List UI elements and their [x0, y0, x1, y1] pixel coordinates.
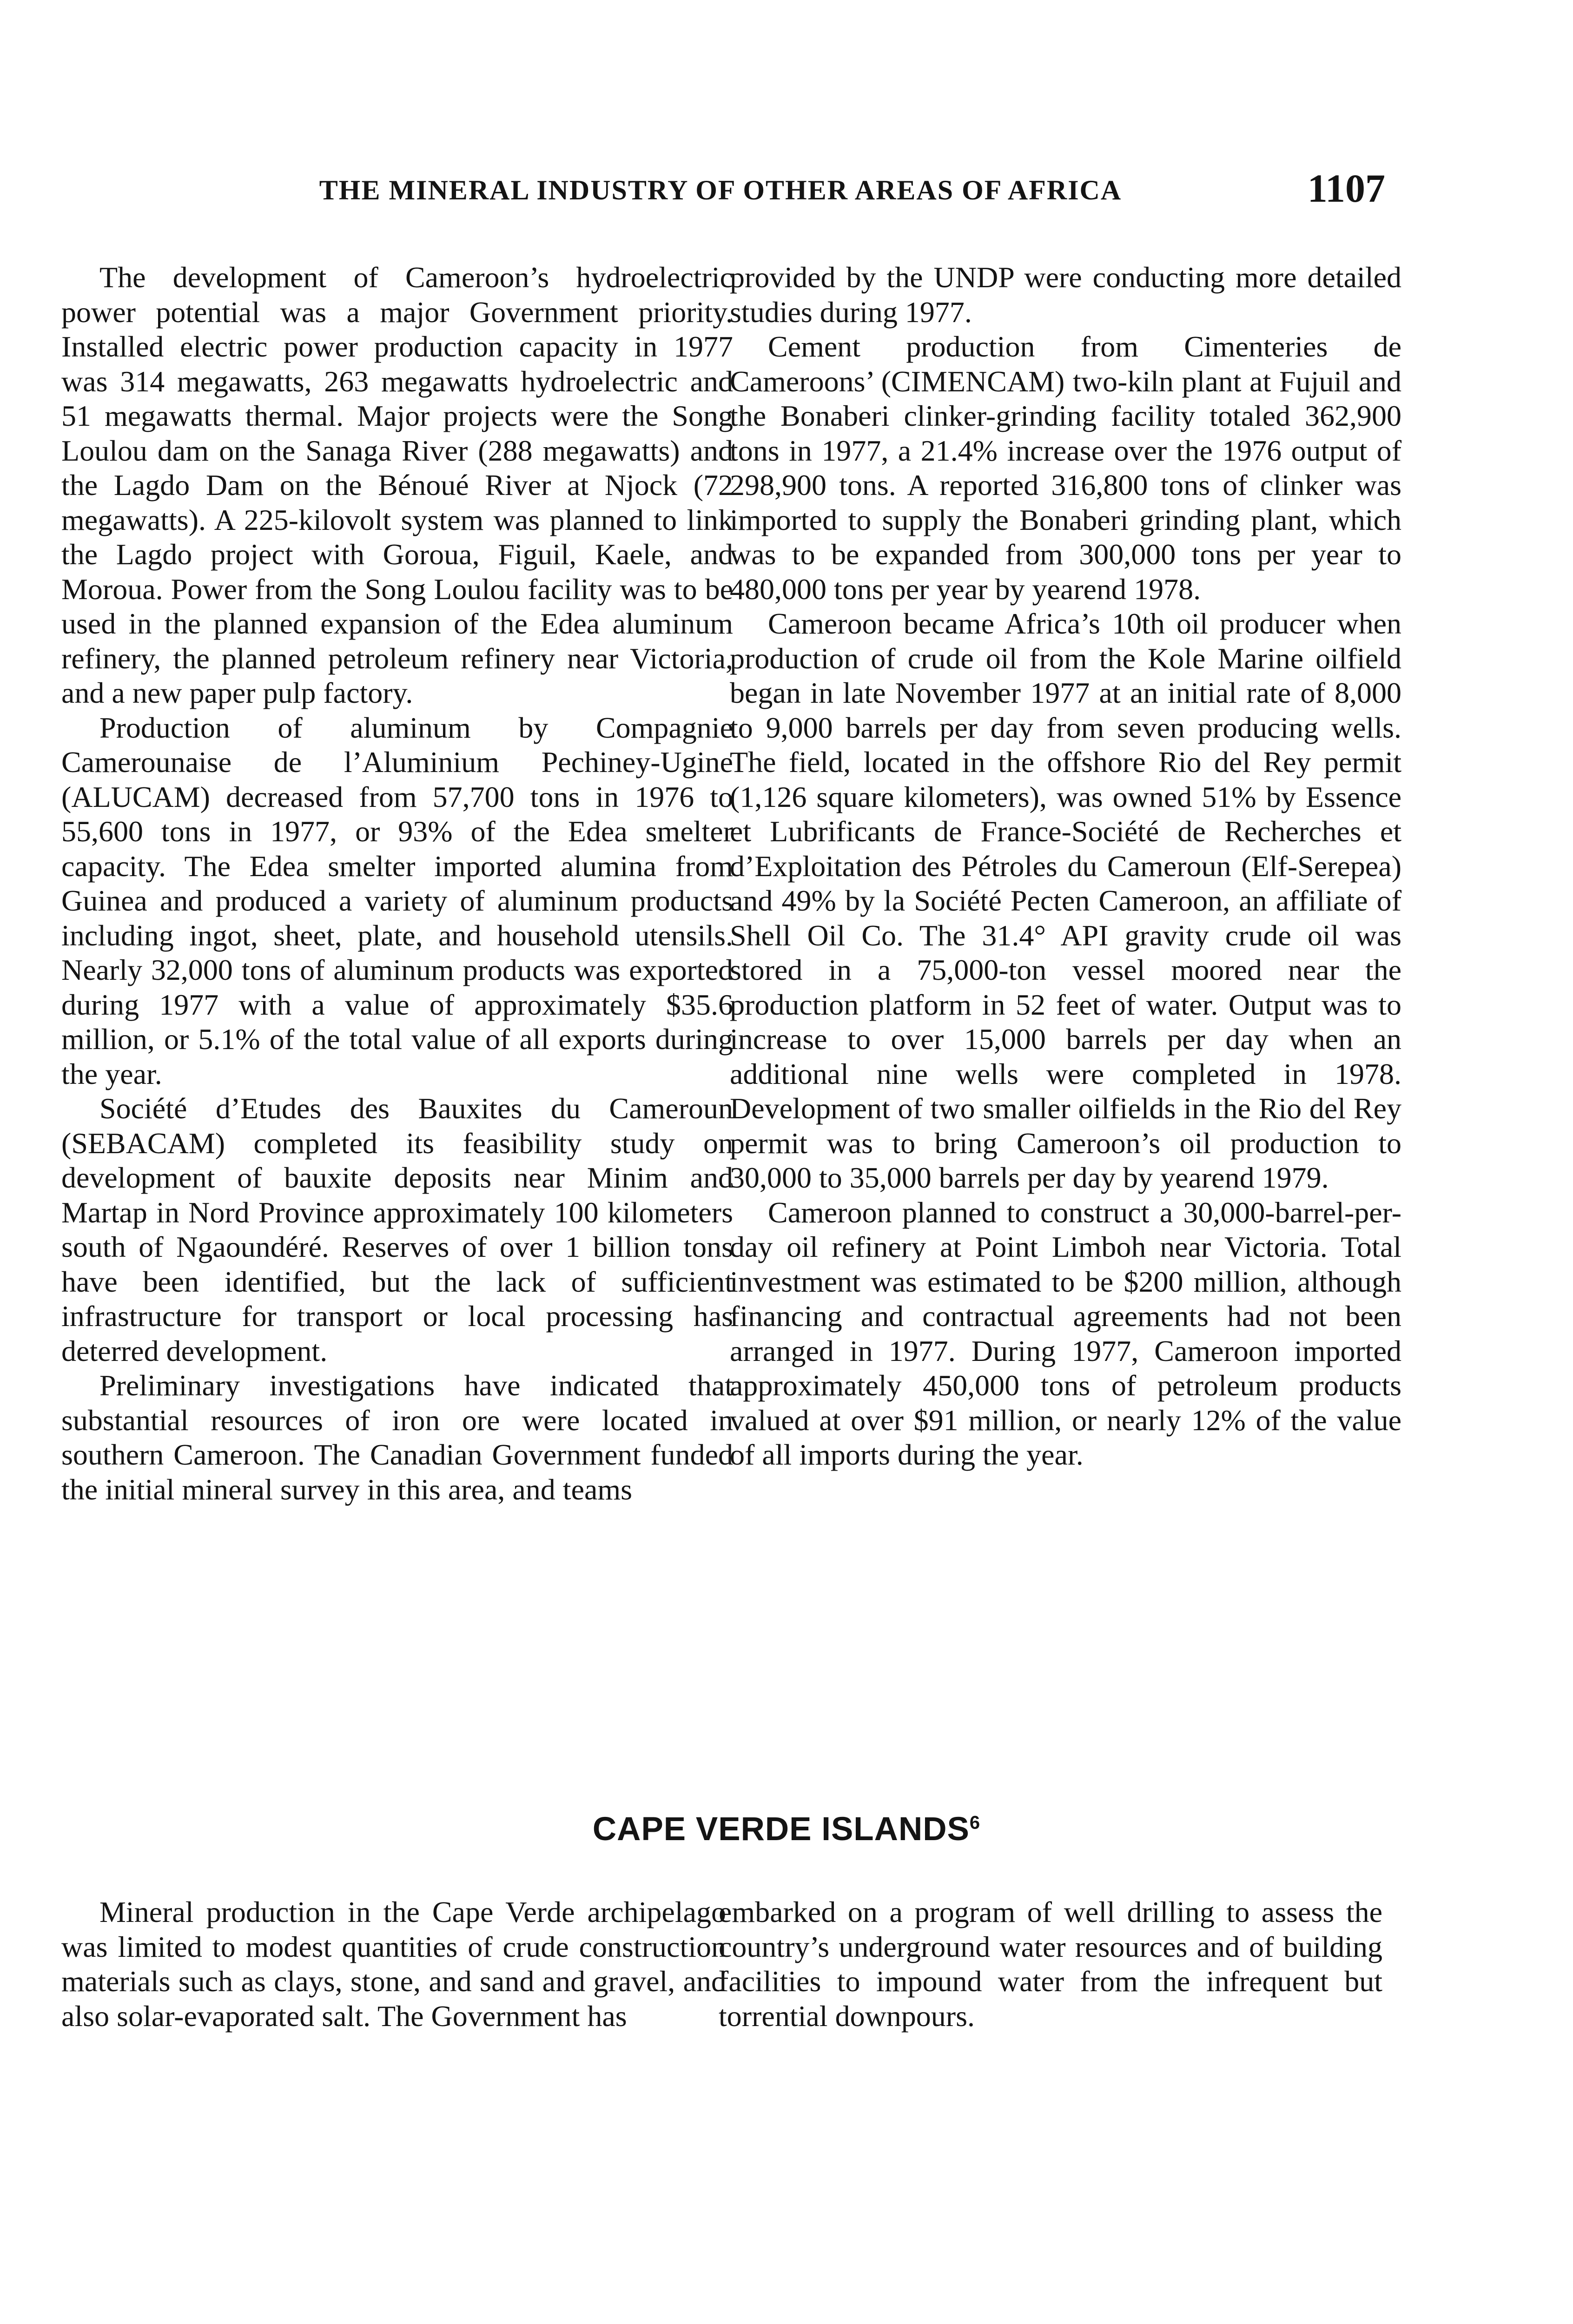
paragraph-aluminum: Production of aluminum by Compagnie Camerounaise de l’Aluminium Pechiney-Ugine (ALUCAM) decreased from 57,700 tons in 1976 to 55,600 tons in 1977, or 93% of the Edea smelter capacity. The Edea smelter imported alumina from Guinea and produced a variety of aluminum products including ingot, sheet, plate, and household utensils. Nearly 32,000 tons of aluminum products was exported during 1977 with a value of approximately $35.6 million, or 5.1% of the total value of all exports during the year. [61, 711, 733, 1090]
paragraph-iron-ore: Preliminary investigations have indicated that substantial resources of iron ore were located in southern Cameroon. The Canadian Government funded the initial mineral survey in this area, and teams [61, 1369, 733, 1506]
paragraph-refinery: Cameroon planned to construct a 30,000-barrel-per-day oil refinery at Point Limboh near Victoria. Total investment was estimated to be $200 million, although financing and contractual agreements had not been arranged in 1977. During 1977, Cameroon imported approximately 450,000 tons of petroleum products valued at over $91 million, or nearly 12% of the value of all imports during the year. [730, 1195, 1401, 1471]
paragraph-cape-verde-minerals: Mineral production in the Cape Verde archipelago was limited to modest quantities of crude construction materials such as clays, stone, and sand and gravel, and also solar-evaporated salt. The Government has [61, 1895, 726, 2033]
cape-verde-left-column [61, 1895, 726, 2034]
running-title: THE MINERAL INDUSTRY OF OTHER AREAS OF AFRICA [319, 175, 1122, 205]
page-number: 1107 [1307, 166, 1385, 211]
footnote-reference: 6 [969, 1812, 981, 1833]
cameroon-left-column [61, 260, 733, 1507]
paragraph-undp-continued: provided by the UNDP were conducting more detailed studies during 1977. [730, 261, 1401, 329]
paragraph-hydroelectric: The development of Cameroon’s hydroelectric power potential was a major Government priority. Installed electric power production capacity in 1977 was 314 megawatts, 263 megawatts hydroelectric and 51 megawatts thermal. Major projects were the Song Loulou dam on the Sanaga River (288 megawatts) and the Lagdo Dam on the Bénoué River at Njock (72 megawatts). A 225-kilovolt system was planned to link the Lagdo project with Goroua, Figuil, Kaele, and Moroua. Power from the Song Loulou facility was to be used in the planned expansion of the Edea aluminum refinery, the planned petroleum refinery near Victoria, and a new paper pulp factory. [61, 261, 733, 709]
paragraph-cape-verde-water: embarked on a program of well drilling to assess the country’s underground water resources and of building facilities to impound water from the infrequent but torrential downpours. [719, 1895, 1382, 2033]
cape-verde-right-column [719, 1895, 1382, 2034]
cameroon-right-column [730, 260, 1401, 1472]
paragraph-bauxite: Société d’Etudes des Bauxites du Cameroun (SEBACAM) completed its feasibility study on development of bauxite deposits near Minim and Martap in Nord Province approximately 100 kilometers south of Ngaoundéré. Reserves of over 1 billion tons have been identified, but the lack of sufficient infrastructure for transport or local processing has deterred development. [61, 1092, 733, 1367]
section-heading-text: CAPE VERDE ISLANDS [592, 1811, 970, 1848]
section-heading-cape-verde [325, 1810, 1248, 1848]
paragraph-oil-production: Cameroon became Africa’s 10th oil producer when production of crude oil from the Kole Marine oilfield began in late November 1977 at an initial rate of 8,000 to 9,000 barrels per day from seven producing wells. The field, located in the offshore Rio del Rey permit (1,126 square kilometers), was owned 51% by Essence et Lubrificants de France-Société de Recherches et d’Exploitation des Pétroles du Cameroun (Elf-Serepea) and 49% by la Société Pecten Cameroon, an affiliate of Shell Oil Co. The 31.4° API gravity crude oil was stored in a 75,000-ton vessel moored near the production platform in 52 feet of water. Output was to increase to over 15,000 barrels per day when an additional nine wells were completed in 1978. Development of two smaller oilfields in the Rio del Rey permit was to bring Cameroon’s oil production to 30,000 to 35,000 barrels per day by yearend 1979. [730, 607, 1401, 1194]
paragraph-cement: Cement production from Cimenteries de Cameroons’ (CIMENCAM) two-kiln plant at Fujuil and the Bonaberi clinker-grinding facility totaled 362,900 tons in 1977, a 21.4% increase over the 1976 output of 298,900 tons. A reported 316,800 tons of clinker was imported to supply the Bonaberi grinding plant, which was to be expanded from 300,000 tons per year to 480,000 tons per year by yearend 1978. [730, 330, 1401, 606]
